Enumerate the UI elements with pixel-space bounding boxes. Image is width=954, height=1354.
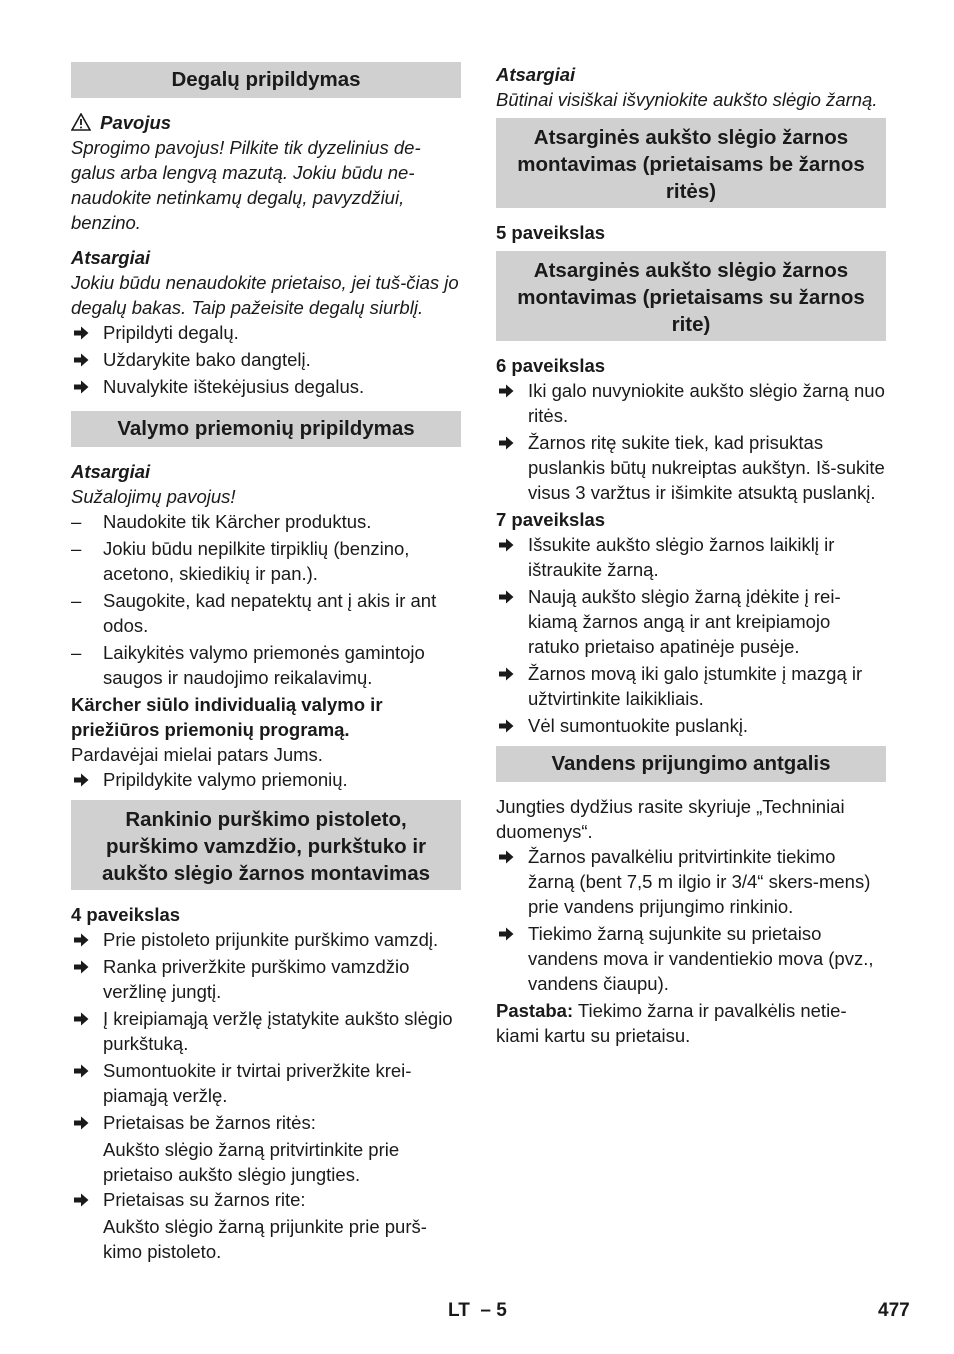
figure-label: 5 paveikslas <box>496 222 606 243</box>
section-title-cleaning: Valymo priemonių pripildymas <box>71 411 461 447</box>
list-item: Prietaisas su žarnos rite: <box>71 1187 461 1212</box>
bold-note: Kärcher siūlo individualią valymo ir priežiūros priemonių programą. <box>71 694 383 740</box>
caution-label: Atsargiai <box>71 461 151 482</box>
footer-language: LT – 5 <box>448 1300 507 1321</box>
step-detail: Aukšto slėgio žarną prijunkite prie purš-kimo pistoleto. <box>103 1216 427 1262</box>
section-title-water: Vandens prijungimo antgalis <box>496 746 886 782</box>
figure-label: 4 paveikslas <box>71 904 181 925</box>
page-number: 477 <box>878 1300 910 1321</box>
figure-label: 7 paveikslas <box>496 509 606 530</box>
note-label: Pastaba: <box>496 1000 574 1021</box>
caution-text: Jokiu būdu nenaudokite prietaiso, jei tuš-čias jo degalų bakas. Taip pažeisite degalų siurblį. <box>71 272 459 318</box>
list-item: Žarnos ritę sukite tiek, kad prisuktas puslankis būtų nukreiptas aukštyn. Iš-sukite visus 3 varžtus ir išimkite atsuktą puslankį. <box>496 430 886 505</box>
right-column <box>496 62 886 1048</box>
note-paragraph <box>496 998 886 1048</box>
list-item: Naują aukšto slėgio žarną įdėkite į rei-kiamą žarnos angą ir ant kreipiamojo ratuko prietaiso apatinėje pusėje. <box>496 584 886 659</box>
list-item: Prie pistoleto prijunkite purškimo vamzdį. <box>71 927 461 952</box>
note-text: Tiekimo žarna ir pavalkėlis netie-kiami kartu su prietaisu. <box>496 1000 847 1046</box>
intro-text: Jungties dydžius rasite skyriuje „Techniniai duomenys“. <box>496 796 845 842</box>
list-item: Vėl sumontuokite puslankį. <box>496 713 886 738</box>
caution-label: Atsargiai <box>71 247 151 268</box>
list-item: Iki galo nuvyniokite aukšto slėgio žarną nuo ritės. <box>496 378 886 428</box>
list-item: Prietaisas be žarnos ritės: <box>71 1110 461 1135</box>
list-item: – Jokiu būdu nepilkite tirpiklių (benzino, acetono, skiedikių ir pan.). <box>71 538 410 584</box>
list-item: Uždarykite bako dangtelį. <box>71 347 461 372</box>
danger-heading <box>71 110 461 135</box>
list-item: – Naudokite tik Kärcher produktus. <box>71 511 372 532</box>
section-title-assembly: Rankinio purškimo pistoleto, purškimo vamzdžio, purkštuko ir aukšto slėgio žarnos montavimas <box>71 800 461 890</box>
footer-section-page: – 5 <box>480 1300 507 1321</box>
list-item: – Laikykitės valymo priemonės gamintojo saugos ir naudojimo reikalavimų. <box>71 642 425 688</box>
note-text: Pardavėjai mielai patars Jums. <box>71 744 323 765</box>
figure-label: 6 paveikslas <box>496 355 606 376</box>
list-item: Pripildykite valymo priemonių. <box>71 767 461 792</box>
danger-text: Sprogimo pavojus! Pilkite tik dyzelinius de-galus arba lengvą mazutą. Jokiu būdu ne-naudokite netinkamų degalų, pavyzdžiui, benzino. <box>71 137 421 233</box>
list-item: Nuvalykite ištekėjusius degalus. <box>71 374 461 399</box>
section-title-fuel: Degalų pripildymas <box>71 62 461 98</box>
list-item: Ranka priveržkite purškimo vamzdžio veržlinę jungtį. <box>71 954 461 1004</box>
list-item: – Saugokite, kad nepatektų ant į akis ir ant odos. <box>71 590 437 636</box>
list-item: Sumontuokite ir tvirtai priveržkite krei-piamąją veržlę. <box>71 1058 461 1108</box>
caution-text: Sužalojimų pavojus! <box>71 486 236 507</box>
warning-triangle-icon <box>71 113 91 131</box>
list-item: Išsukite aukšto slėgio žarnos laikiklį ir ištraukite žarną. <box>496 532 886 582</box>
list-item: Pripildyti degalų. <box>71 320 461 345</box>
list-item: Žarnos movą iki galo įstumkite į mazgą ir užtvirtinkite laikikliais. <box>496 661 886 711</box>
left-column <box>71 62 461 1264</box>
list-item: Į kreipiamąją veržlę įstatykite aukšto slėgio purkštuką. <box>71 1006 461 1056</box>
list-item: Tiekimo žarną sujunkite su prietaiso vandens mova ir vandentiekio mova (pvz., vandens čiaupu). <box>496 921 886 996</box>
danger-label: Pavojus <box>100 112 172 133</box>
list-item: Žarnos pavalkėliu pritvirtinkite tiekimo žarną (bent 7,5 m ilgio ir 3/4“ skers-mens) prie vandens prijungimo rinkinio. <box>496 844 886 919</box>
caution-text: Būtinai visiškai išvyniokite aukšto slėgio žarną. <box>496 89 878 110</box>
section-title-spare-no-reel: Atsarginės aukšto slėgio žarnos montavimas (prietaisams be žarnos ritės) <box>496 118 886 208</box>
caution-label: Atsargiai <box>496 64 576 85</box>
step-detail: Aukšto slėgio žarną pritvirtinkite prie prietaiso aukšto slėgio jungties. <box>103 1139 400 1185</box>
section-title-spare-reel: Atsarginės aukšto slėgio žarnos montavimas (prietaisams su žarnos rite) <box>496 251 886 341</box>
